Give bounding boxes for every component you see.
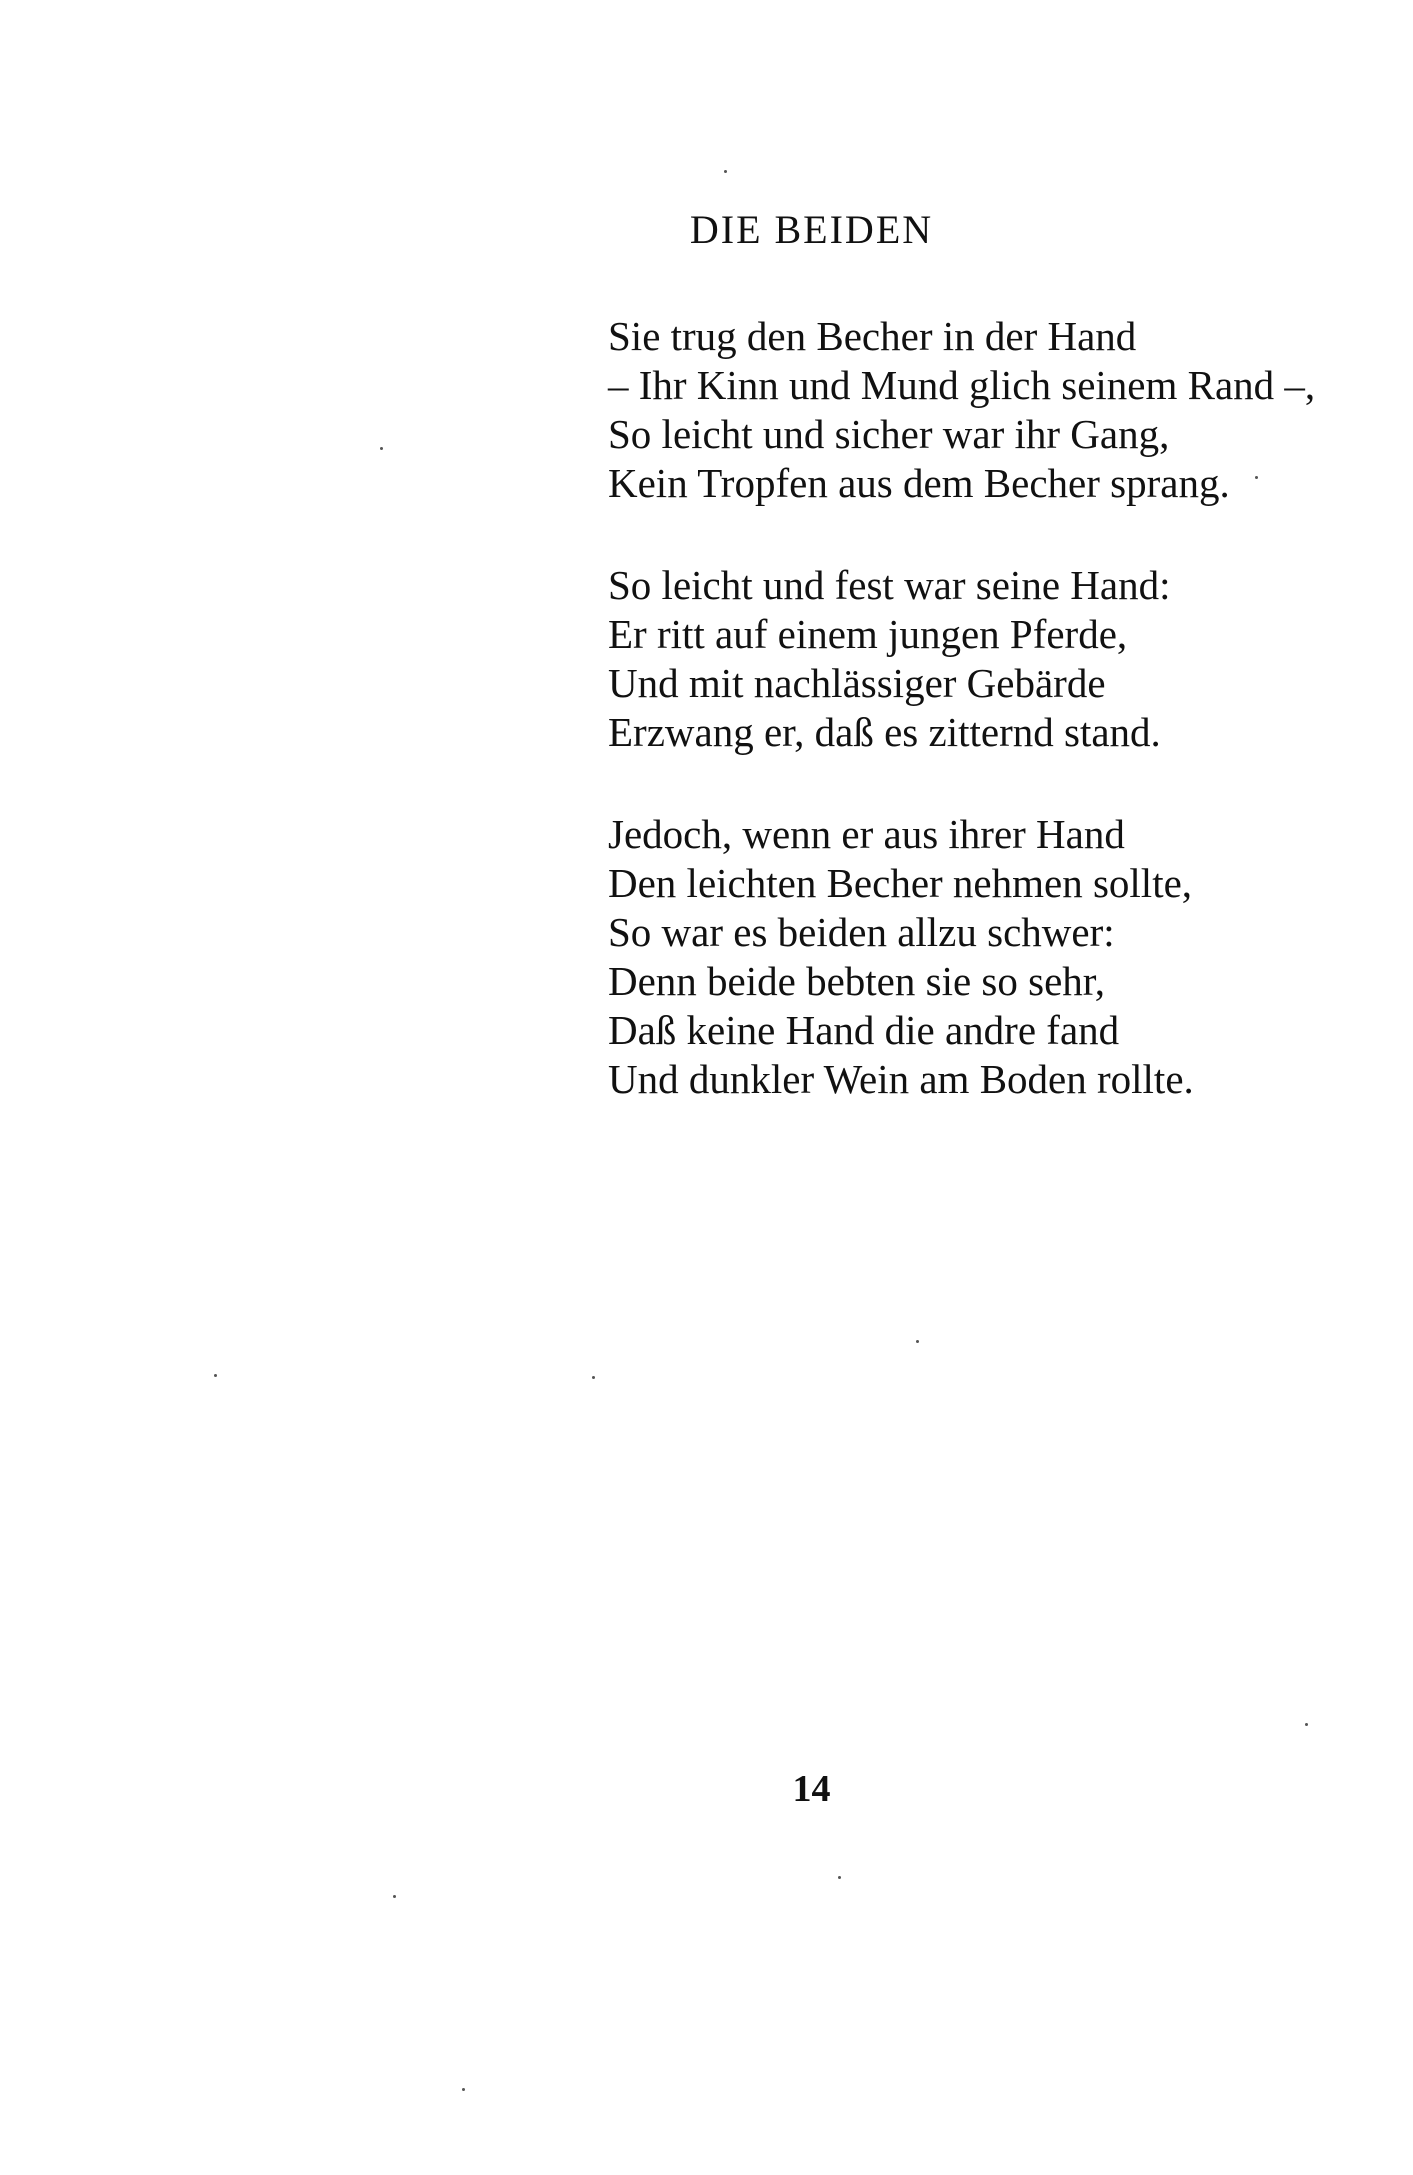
poem-body bbox=[608, 312, 1368, 1157]
stanza-1 bbox=[608, 312, 1368, 508]
scan-speck bbox=[214, 1374, 217, 1377]
poem-line: Erzwang er, daß es zitternd stand. bbox=[608, 709, 1161, 755]
poem-line: Kein Tropfen aus dem Becher sprang. bbox=[608, 460, 1230, 506]
scan-speck bbox=[462, 2088, 465, 2091]
poem-line: So leicht und sicher war ihr Gang, bbox=[608, 411, 1170, 457]
poem-line: So war es beiden allzu schwer: bbox=[608, 909, 1115, 955]
poem-line: – Ihr Kinn und Mund glich seinem Rand –, bbox=[608, 362, 1316, 408]
poem-line: Daß keine Hand die andre fand bbox=[608, 1007, 1120, 1053]
poem-line: Er ritt auf einem jungen Pferde, bbox=[608, 611, 1128, 657]
scan-speck bbox=[838, 1876, 841, 1879]
scan-speck bbox=[592, 1376, 595, 1379]
scan-speck bbox=[1305, 1723, 1308, 1726]
scan-speck bbox=[380, 447, 383, 450]
stanza-3 bbox=[608, 810, 1368, 1104]
scan-speck bbox=[916, 1340, 919, 1343]
scan-speck bbox=[393, 1895, 396, 1898]
poem-line: Sie trug den Becher in der Hand bbox=[608, 313, 1137, 359]
poem-line: Den leichten Becher nehmen sollte, bbox=[608, 860, 1193, 906]
poem-line: So leicht und fest war seine Hand: bbox=[608, 562, 1171, 608]
scan-speck bbox=[724, 170, 727, 173]
poem-line: Jedoch, wenn er aus ihrer Hand bbox=[608, 811, 1125, 857]
page-number: 14 bbox=[792, 1768, 831, 1810]
poem-line: Und dunkler Wein am Boden rollte. bbox=[608, 1056, 1194, 1102]
poem-title: DIE BEIDEN bbox=[689, 207, 934, 252]
poem-line: Denn beide bebten sie so sehr, bbox=[608, 958, 1106, 1004]
poem-line: Und mit nachlässiger Gebärde bbox=[608, 660, 1106, 706]
stanza-2 bbox=[608, 561, 1368, 757]
